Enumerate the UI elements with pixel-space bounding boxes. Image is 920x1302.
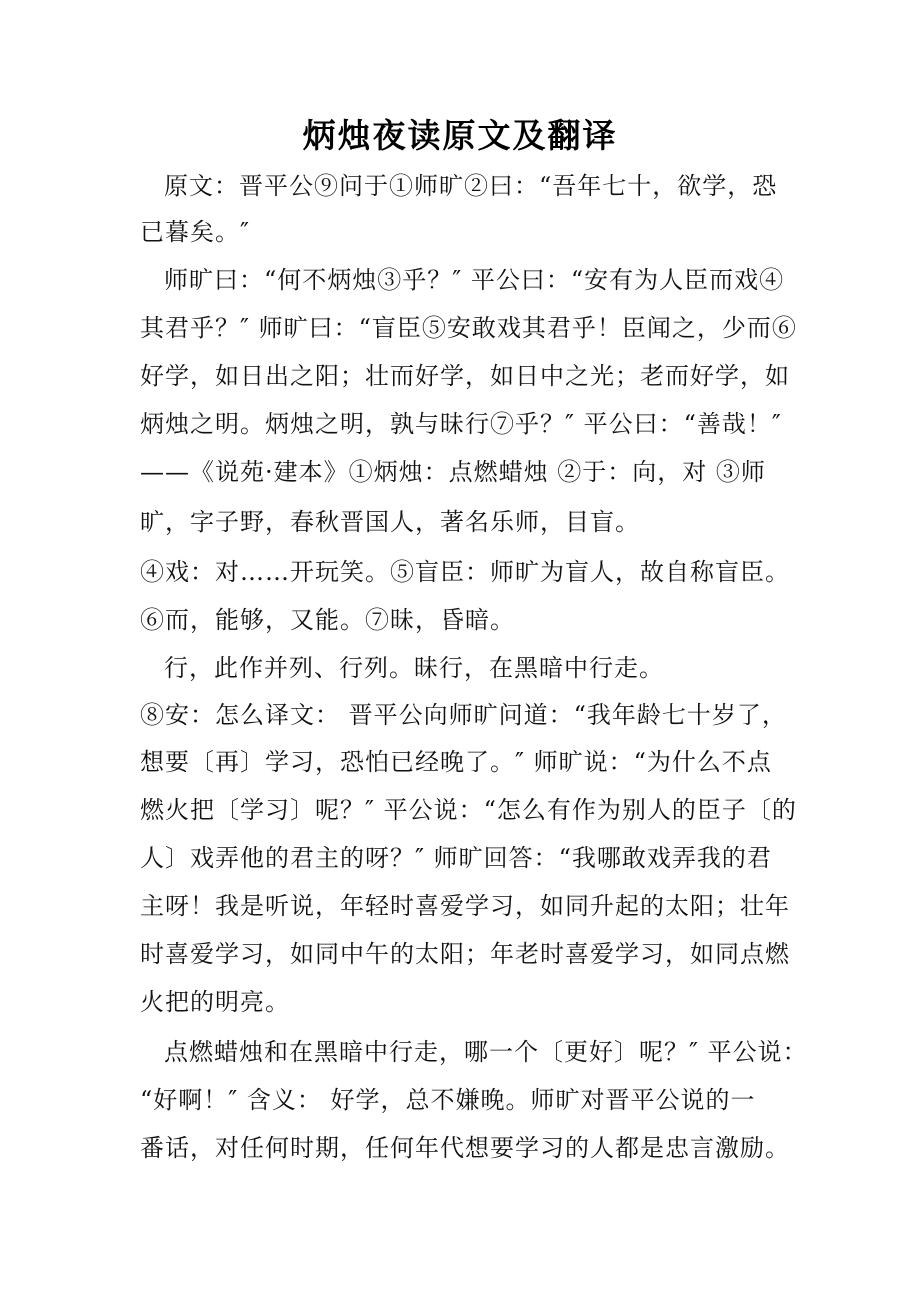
- text-line: 好学，如日出之阳；壮而好学，如日中之光；老而好学，如: [140, 362, 790, 390]
- text-line: 已暮矣。″: [140, 218, 250, 246]
- text-line: ⑧安：怎么译文： 晋平公向师旷问道：“我年龄七十岁了，: [140, 701, 787, 729]
- text-line: 人〕戏弄他的君主的呀？″ 师旷回答：“我哪敢戏弄我的君: [140, 844, 772, 872]
- text-line: 火把的明亮。: [140, 988, 290, 1016]
- text-line: 行，此作并列、行列。昧行，在黑暗中行走。: [164, 654, 664, 682]
- text-line: 炳烛之明。炳烛之明，孰与昧行⑦乎？″ 平公曰：“善哉！″: [140, 410, 782, 438]
- text-line: 其君乎？″ 师旷曰：“盲臣⑤安敢戏其君乎！臣闻之，少而⑥: [140, 314, 797, 342]
- text-line: “好啊！″ 含义： 好学，总不嫌晚。师旷对晋平公说的一: [140, 1086, 756, 1114]
- document-title: 炳烛夜读原文及翻译: [302, 116, 618, 155]
- text-line: 旷，字子野，春秋晋国人，著名乐师，目盲。: [140, 508, 640, 536]
- text-line: ⑥而，能够，又能。⑦昧，昏暗。: [140, 606, 515, 634]
- text-line: 主呀！我是听说，年轻时喜爱学习，如同升起的太阳；壮年: [140, 892, 790, 920]
- text-line: ——《说苑·建本》①炳烛：点燃蜡烛 ②于：向，对 ③师: [140, 458, 766, 486]
- text-line: 原文：晋平公⑨问于①师旷②曰：“吾年七十，欲学，恐: [164, 172, 778, 200]
- text-line: 番话，对任何时期，任何年代想要学习的人都是忠言激励。: [140, 1134, 790, 1162]
- text-line: 燃火把〔学习〕呢？″ 平公说：“怎么有作为别人的臣子〔的: [140, 796, 797, 824]
- text-line: 师旷曰：“何不炳烛③乎？″ 平公曰：“安有为人臣而戏④: [164, 266, 785, 294]
- text-line: 点燃蜡烛和在黑暗中行走，哪一个〔更好〕呢？″ 平公说：: [164, 1038, 808, 1066]
- text-line: 时喜爱学习，如同中午的太阳；年老时喜爱学习，如同点燃: [140, 940, 790, 968]
- text-line: 想要〔再〕学习，恐怕已经晚了。″ 师旷说：“为什么不点: [140, 748, 772, 776]
- text-line: ④戏：对……开玩笑。⑤盲臣：师旷为盲人，故自称盲臣。: [140, 558, 790, 586]
